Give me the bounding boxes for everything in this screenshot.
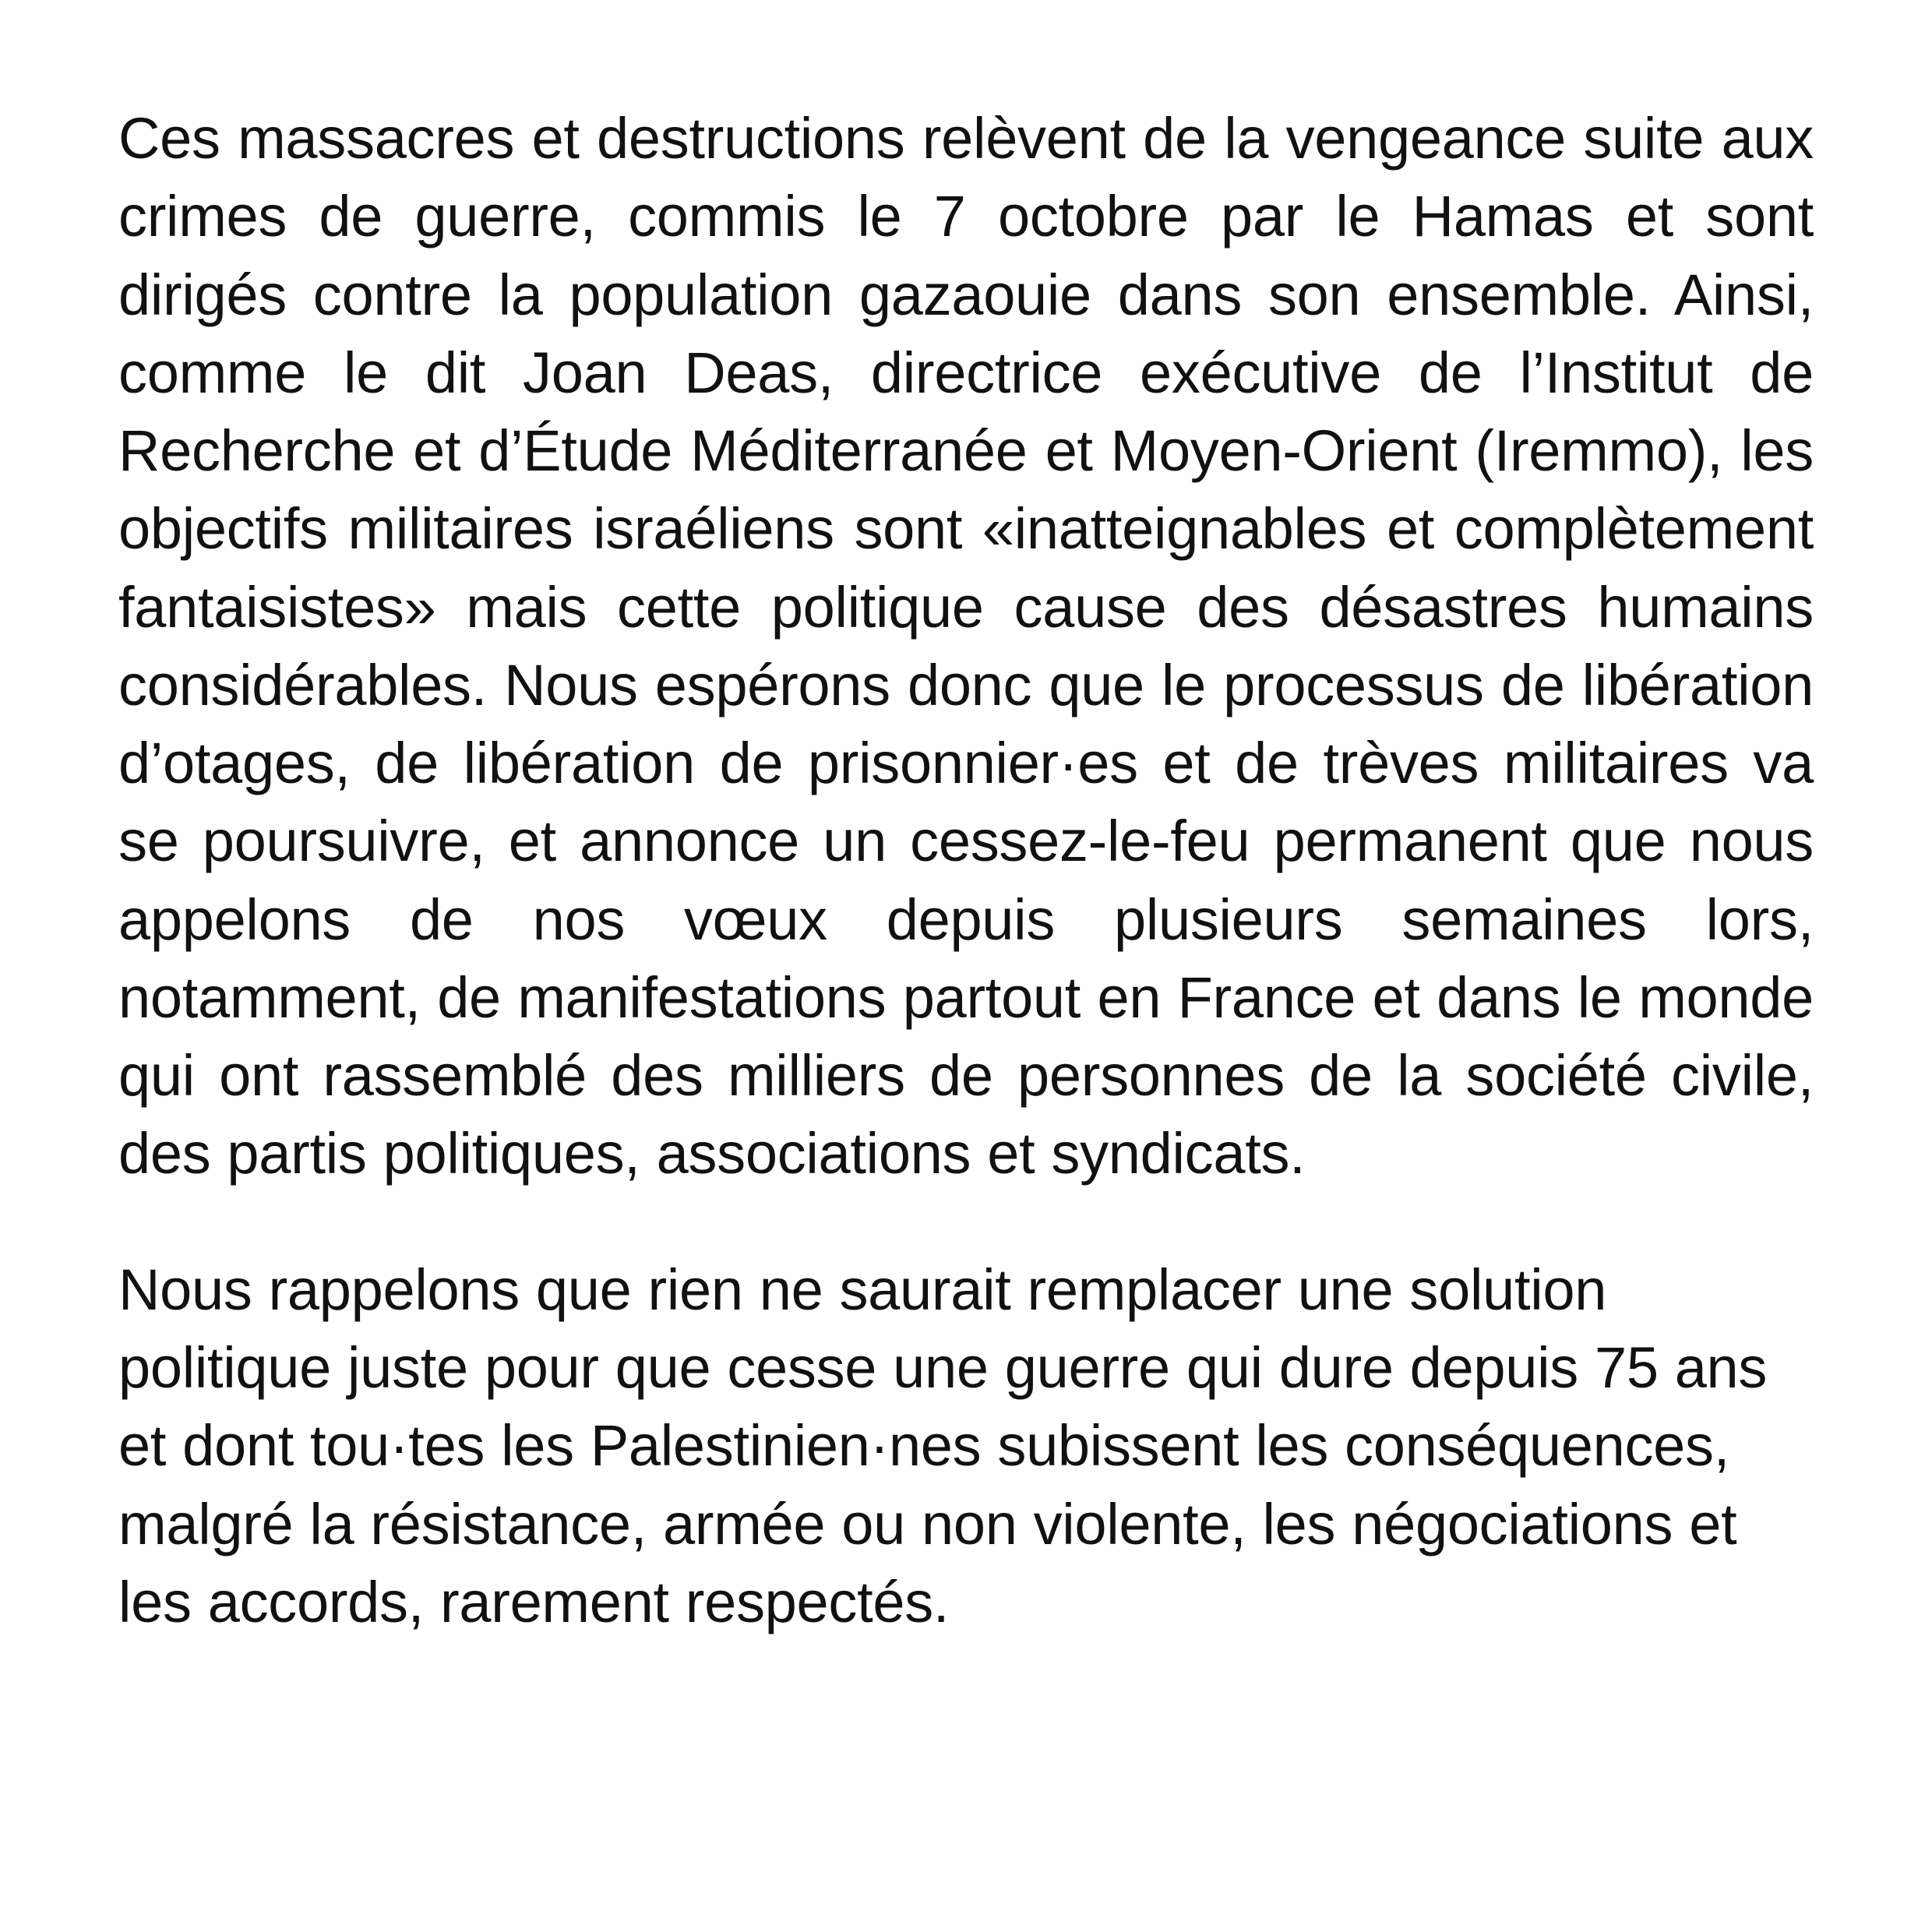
paragraph-1: Ces massacres et destructions relèvent de la vengeance suite aux crimes de guerre, commis le 7 octobre par le Hamas et sont dirigés contre la population gazaouie dans son ensemble. Ainsi, comme le dit Joan Deas, directrice exécutive de l’Institut de Recherche et d’Étude Méditerranée et Moyen-Orient (Iremmo), les objectifs militaires israéliens sont «inatteignables et complètement fantaisistes» mais cette politique cause des désastres humains considérables. Nous espérons donc que le processus de libération d’otages, de libération de prisonnier·es et de trèves militaires va se poursuivre, et annonce un cessez-le-feu permanent que nous appelons de nos vœux depuis plusieurs semaines lors, notamment, de manifestations partout en France et dans le monde qui ont rassemblé des milliers de personnes de la société civile, des partis politiques, associations et syndicats. [118, 106, 1814, 1186]
document-text-body [118, 100, 1814, 1641]
paragraph-2: Nous rappelons que rien ne saurait remplacer une solution politique juste pour que cesse une guerre qui dure depuis 75 ans et dont tou·tes les Palestinien·nes subissent les conséquences, malgré la résistance, armée ou non violente, les négociations et les accords, rarement respectés. [118, 1257, 1768, 1634]
